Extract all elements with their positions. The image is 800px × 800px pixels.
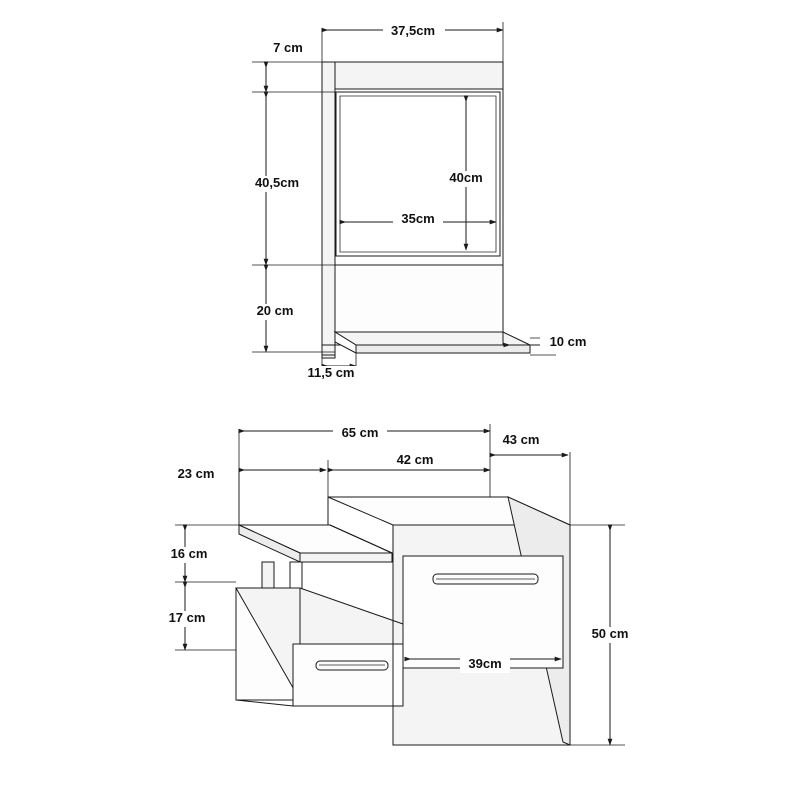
- label-lower-drawer-height: 17 cm: [168, 610, 206, 625]
- label-shelf-width: 23 cm: [177, 466, 215, 481]
- label-shelf-depth: 10 cm: [549, 334, 587, 349]
- mirror-unit-drawing: [322, 62, 530, 358]
- label-mirror-glass-height: 40cm: [449, 170, 483, 185]
- label-drawer-front-width: 39cm: [468, 656, 502, 671]
- label-mirror-top-gap: 7 cm: [273, 40, 303, 55]
- label-cabinet-total-width: 65 cm: [341, 425, 379, 440]
- label-mirror-lower-height: 20 cm: [256, 303, 294, 318]
- label-cabinet-top-width: 42 cm: [396, 452, 434, 467]
- label-cabinet-total-height: 50 cm: [591, 626, 629, 641]
- label-upper-shelf-height: 16 cm: [170, 546, 208, 561]
- cabinet-unit-drawing: [236, 497, 570, 745]
- label-cabinet-depth: 43 cm: [502, 432, 540, 447]
- label-mirror-glass-width: 35cm: [401, 211, 435, 226]
- label-mirror-frame-height: 40,5cm: [254, 175, 300, 190]
- label-mirror-total-width: 37,5cm: [390, 23, 436, 38]
- label-shelf-left-offset: 11,5 cm: [307, 365, 355, 380]
